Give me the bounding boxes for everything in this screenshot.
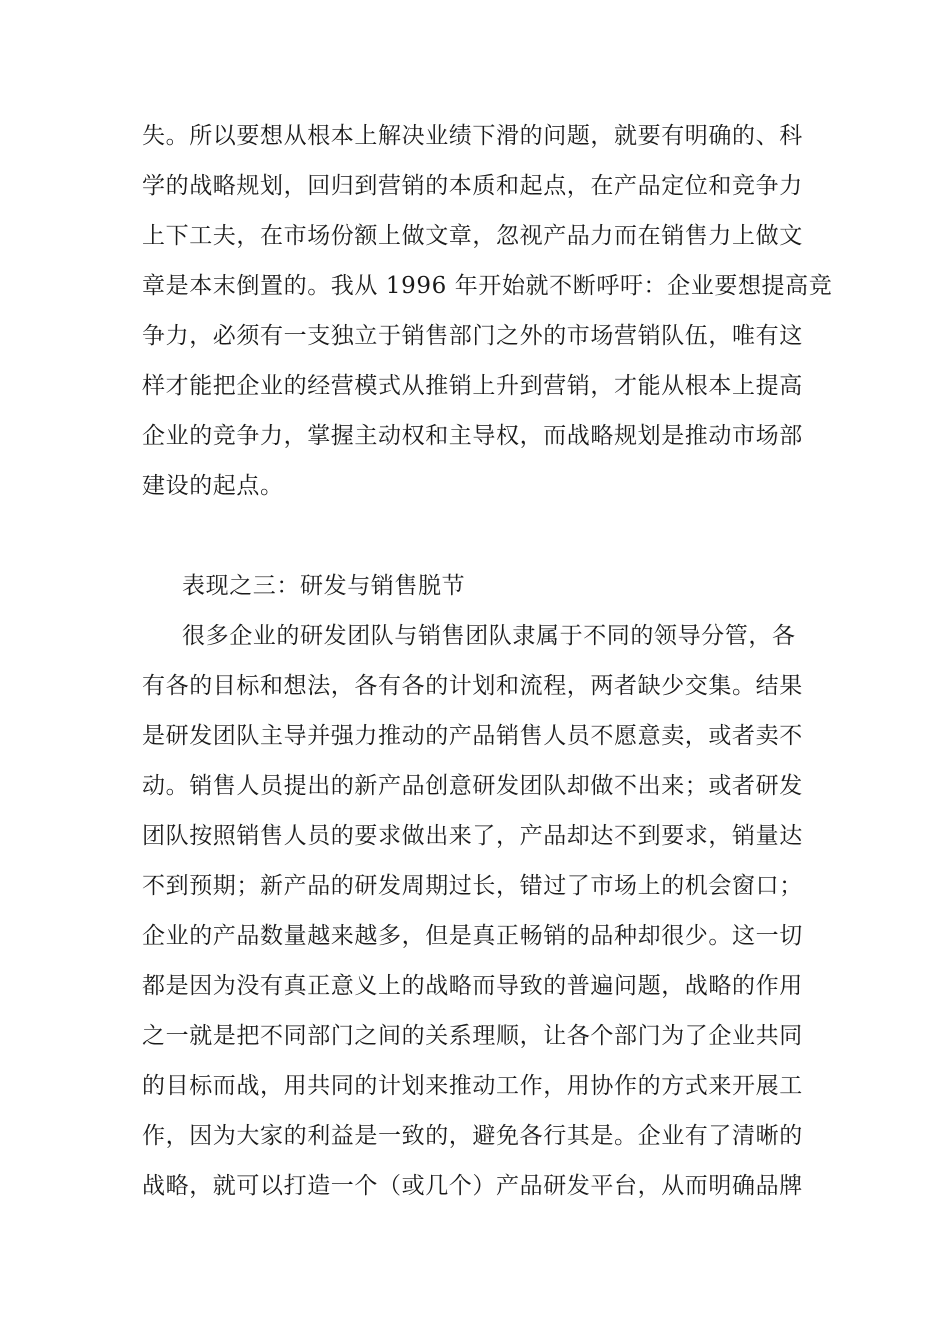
text-line: 争力，必须有一支独立于销售部门之外的市场营销队伍，唯有这 xyxy=(142,323,803,349)
text-line: 样才能把企业的经营模式从推销上升到营销，才能从根本上提高 xyxy=(142,373,803,399)
text-line: 有各的目标和想法，各有各的计划和流程，两者缺少交集。结果 xyxy=(142,673,803,699)
text-line: 团队按照销售人员的要求做出来了，产品却达不到要求，销量达 xyxy=(142,823,803,849)
text-line: 很多企业的研发团队与销售团队隶属于不同的领导分管，各 xyxy=(182,623,796,649)
text-line: 动。销售人员提出的新产品创意研发团队却做不出来；或者研发 xyxy=(142,773,803,799)
text-line: 的目标而战，用共同的计划来推动工作，用协作的方式来开展工 xyxy=(142,1073,803,1099)
section-heading-text: 表现之三：研发与销售脱节 xyxy=(182,573,466,599)
text-line: 不到预期；新产品的研发周期过长，错过了市场上的机会窗口； xyxy=(142,873,803,899)
text-line: 战略，就可以打造一个（或几个）产品研发平台，从而明确品牌 xyxy=(142,1173,803,1199)
text-line: 是研发团队主导并强力推动的产品销售人员不愿意卖，或者卖不 xyxy=(142,723,803,749)
text-line: 之一就是把不同部门之间的关系理顺，让各个部门为了企业共同 xyxy=(142,1023,803,1049)
text-line: 章是本末倒置的。我从 1996 年开始就不断呼吁：企业要想提高竞 xyxy=(142,273,833,299)
text-line: 失。所以要想从根本上解决业绩下滑的问题，就要有明确的、科 xyxy=(142,123,803,149)
text-line: 上下工夫，在市场份额上做文章，忽视产品力而在销售力上做文 xyxy=(142,223,803,249)
paragraph-strategy-planning xyxy=(142,111,833,511)
text-line: 学的战略规划，回归到营销的本质和起点，在产品定位和竞争力 xyxy=(142,173,803,199)
text-line: 企业的产品数量越来越多，但是真正畅销的品种却很少。这一切 xyxy=(142,923,803,949)
text-line: 作，因为大家的利益是一致的，避免各行其是。企业有了清晰的 xyxy=(142,1123,803,1149)
text-line: 企业的竞争力，掌握主动权和主导权，而战略规划是推动市场部 xyxy=(142,423,803,449)
paragraph-rd-sales-disconnect xyxy=(142,611,822,1211)
text-line: 建设的起点。 xyxy=(142,473,284,499)
section-heading xyxy=(142,561,822,611)
text-line: 都是因为没有真正意义上的战略而导致的普遍问题，战略的作用 xyxy=(142,973,803,999)
